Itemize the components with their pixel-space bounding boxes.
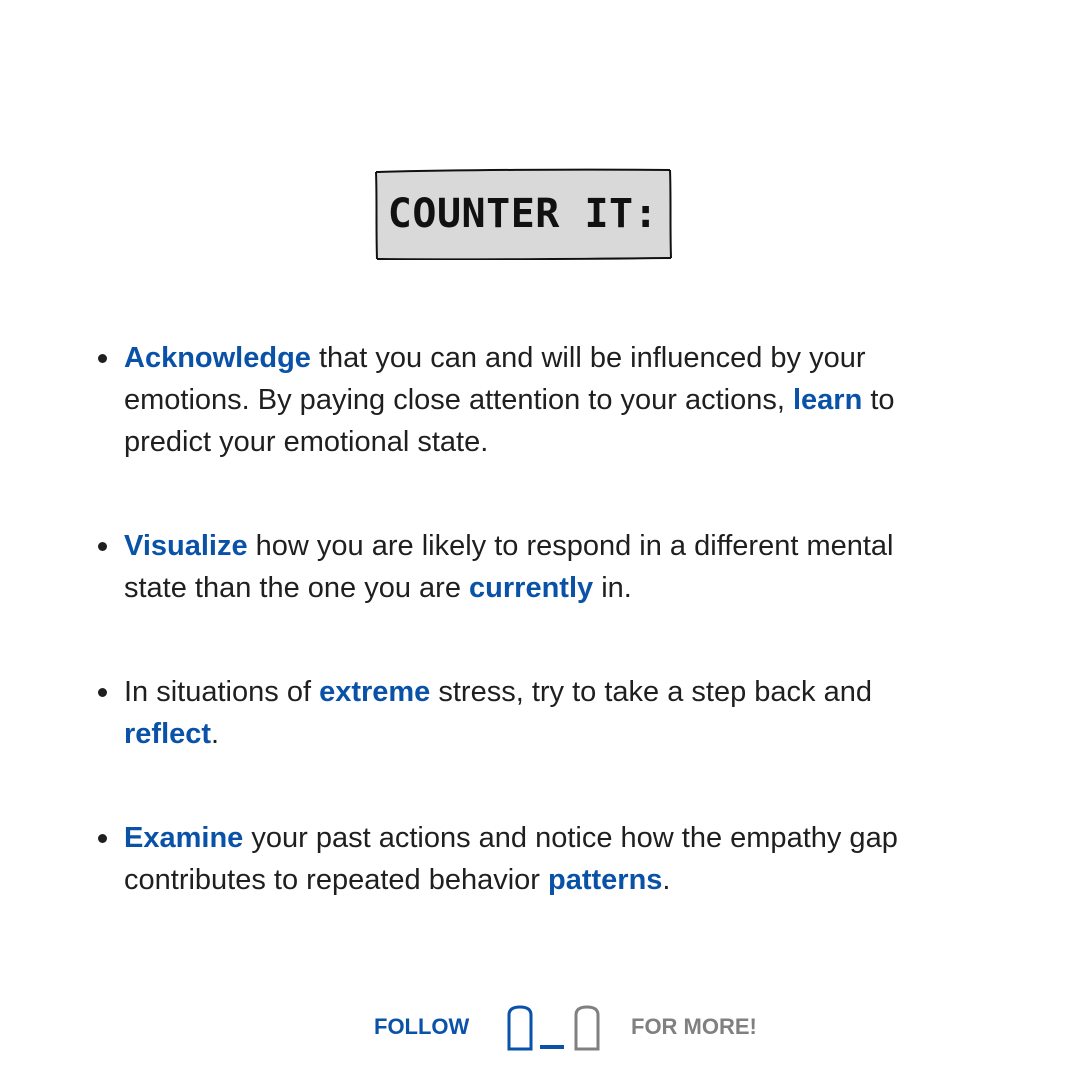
tip-text: how you are likely to respond in a different mental state than the one you are	[124, 530, 894, 604]
footer	[0, 1003, 1080, 1055]
tip-item	[124, 817, 944, 901]
bullet-dot	[98, 834, 107, 843]
bullet-dot	[98, 354, 107, 363]
tip-text: that you can and will be influenced by your emotions. By paying close attention to your actions,	[124, 342, 866, 416]
tip-text: .	[662, 864, 671, 896]
tips-list	[124, 337, 944, 901]
title-badge	[374, 168, 672, 260]
highlighted-term: Examine	[124, 822, 244, 854]
tip-item	[124, 525, 944, 609]
bullet-dot	[98, 542, 107, 551]
tip-text: to predict your emotional state.	[124, 384, 895, 458]
bullet-dot	[98, 688, 107, 697]
tip-text: your past actions and notice how the empathy gap contributes to repeated behavior	[124, 822, 898, 896]
highlighted-term: currently	[469, 572, 594, 604]
brand-logo-icon[interactable]	[504, 1003, 604, 1055]
highlighted-term: Acknowledge	[124, 342, 311, 374]
tip-item	[124, 671, 944, 755]
tip-text: in.	[593, 572, 632, 604]
tip-item	[124, 337, 944, 463]
tip-text: In situations of	[124, 676, 320, 708]
follow-label: FOLLOW	[374, 1014, 470, 1039]
highlighted-term: Visualize	[124, 530, 248, 562]
page-title: COUNTER IT:	[387, 191, 659, 237]
tip-text: stress, try to take a step back and	[430, 676, 872, 708]
highlighted-term: extreme	[319, 676, 431, 708]
highlighted-term: reflect	[124, 718, 212, 750]
highlighted-term: patterns	[548, 864, 663, 896]
for-more-label: FOR MORE!	[631, 1014, 757, 1039]
highlighted-term: learn	[792, 384, 863, 416]
tip-text: .	[211, 718, 220, 750]
